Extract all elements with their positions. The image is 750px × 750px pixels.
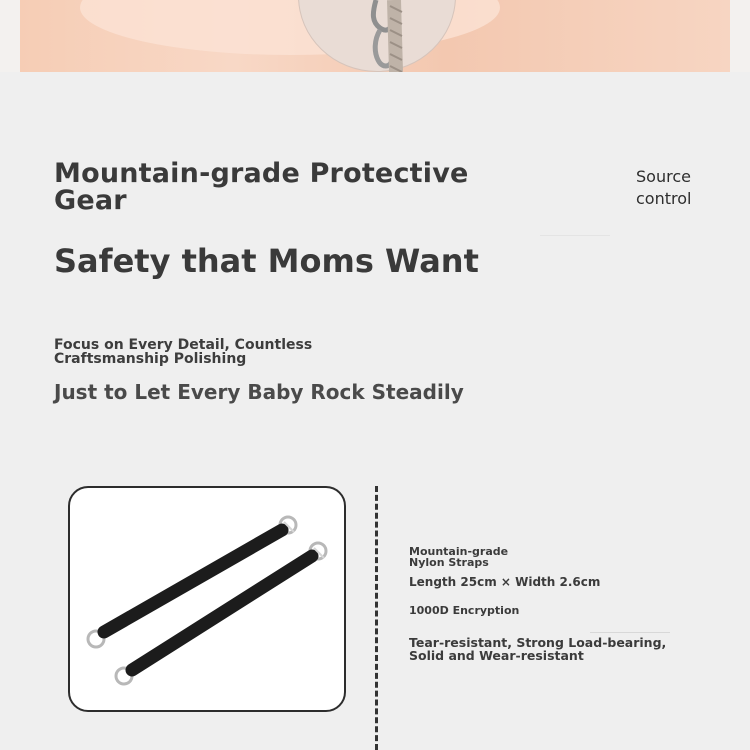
strap-features: Tear-resistant, Strong Load-bearing, Solid and Wear-resistant xyxy=(409,635,667,663)
spring-hook-icon xyxy=(350,0,430,72)
background-artifact xyxy=(540,235,610,236)
background-artifact xyxy=(590,632,670,633)
top-banner-image xyxy=(0,0,750,72)
strap-name: Mountain-grade Nylon Straps xyxy=(409,545,509,569)
nylon-straps-image xyxy=(70,488,344,710)
product-photo-frame xyxy=(68,486,346,712)
dashed-divider xyxy=(375,486,378,750)
promise-text: Just to Let Every Baby Rock Steadily xyxy=(54,380,464,404)
page-tagline: Safety that Moms Want xyxy=(54,242,479,280)
source-control-label: Source control xyxy=(636,167,692,208)
detail-text: Focus on Every Detail, Countless Craftsmanship Polishing xyxy=(54,337,313,367)
banner-background xyxy=(20,0,730,72)
strap-density: 1000D Encryption xyxy=(409,604,520,617)
page-title: Mountain-grade Protective Gear xyxy=(54,158,469,216)
strap-dimensions: Length 25cm × Width 2.6cm xyxy=(409,575,601,589)
